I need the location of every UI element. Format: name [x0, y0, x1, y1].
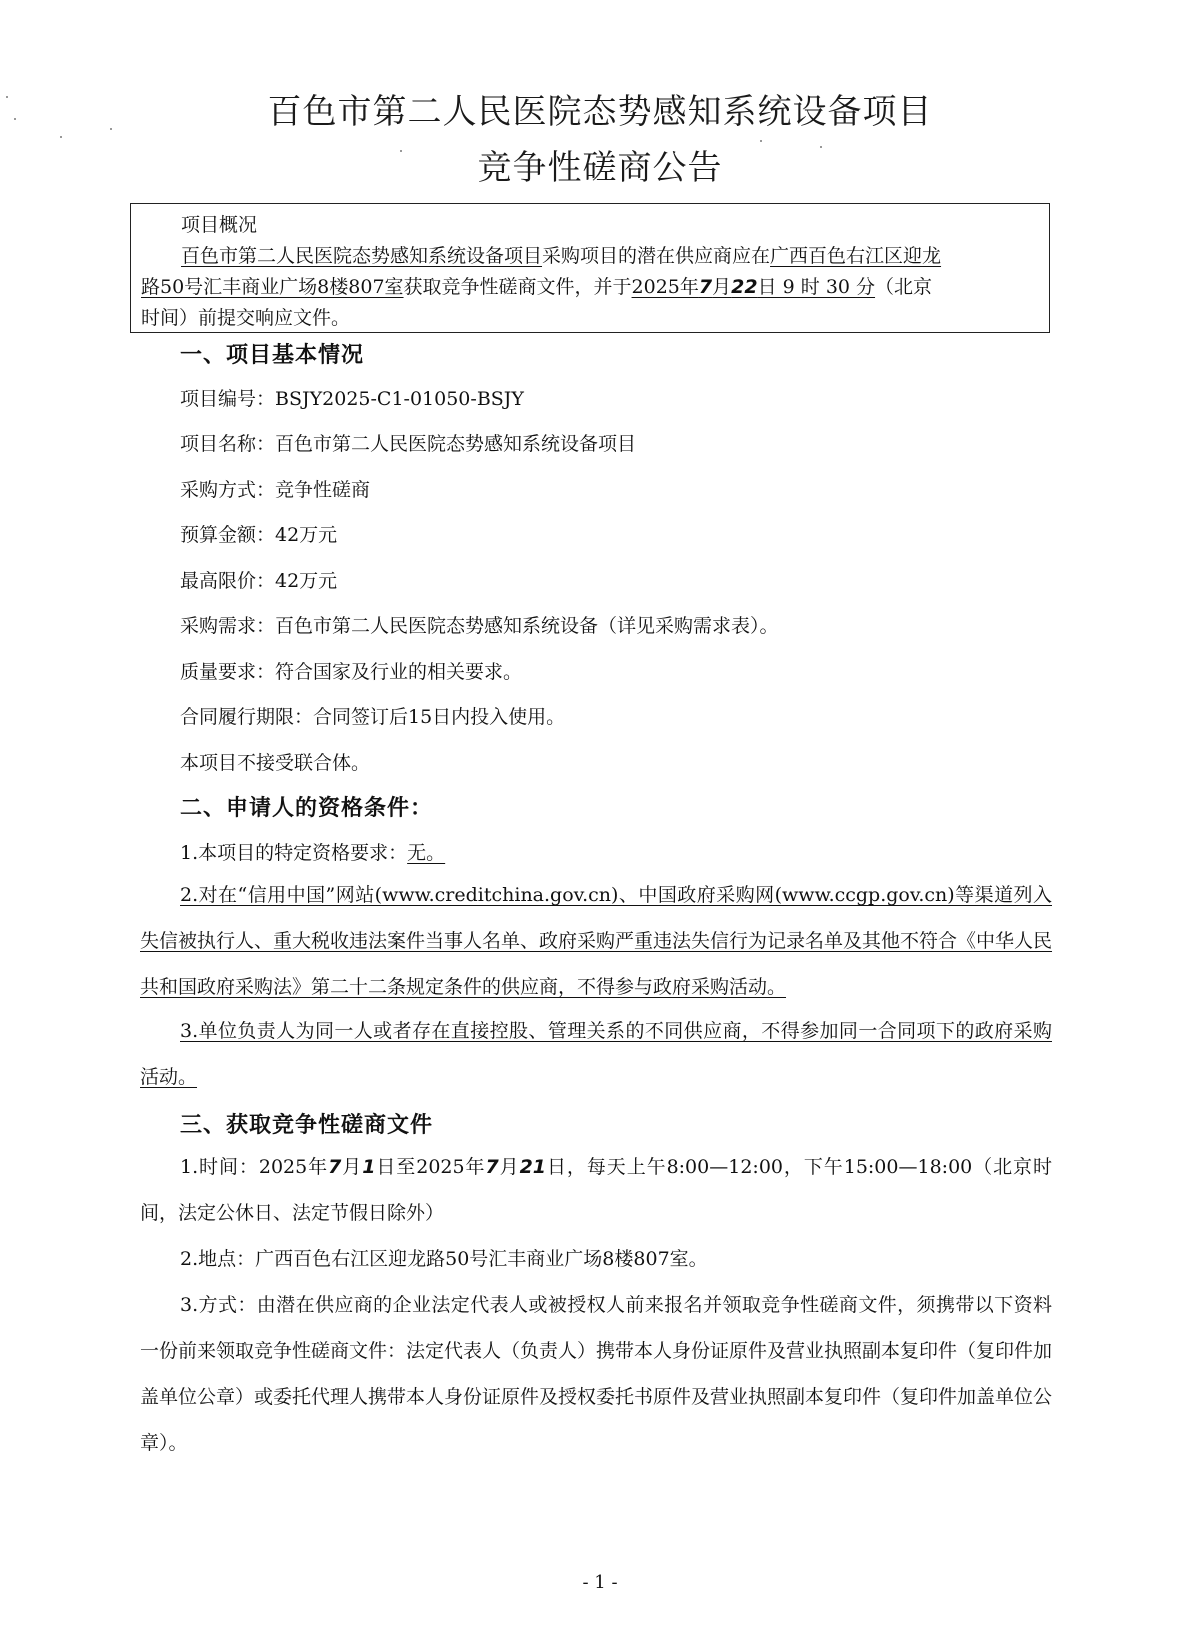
overview-text1: 采购项目的潜在供应商应在: [542, 245, 771, 267]
info-contract-term: 合同履行期限：合同签订后15日内投入使用。: [180, 706, 566, 728]
overview-address-a: 广西百色右江区迎龙: [770, 245, 942, 267]
info-project-number: 项目编号：BSJY2025-C1-01050-BSJY: [180, 388, 524, 410]
info-budget: 预算金额：42万元: [180, 524, 338, 546]
section3-heading: 三、获取竞争性磋商文件: [180, 1113, 434, 1138]
obtain-time: 1.时间：2025年7月1日至2025年7月21日，每天上午8:00—12:00，下午15:00—18:00（北京时间，法定公休日、法定节假日除外）: [140, 1156, 1052, 1224]
page-number: - 1 -: [582, 1572, 618, 1593]
overview-heading: 项目概况: [181, 214, 258, 236]
section1-heading: 一、项目基本情况: [180, 343, 365, 368]
info-no-consortium: 本项目不接受联合体。: [180, 752, 371, 774]
info-quality: 质量要求：符合国家及行业的相关要求。: [180, 661, 523, 683]
overview-text3: （北京: [875, 276, 933, 298]
overview-text: [141, 241, 1041, 334]
overview-project-name: 百色市第二人民医院态势感知系统设备项目: [181, 245, 543, 267]
info-requirements: 采购需求：百色市第二人民医院态势感知系统设备（详见采购需求表）。: [180, 615, 779, 637]
info-procurement-method: 采购方式：竞争性磋商: [180, 479, 371, 501]
document-title-line1: 百色市第二人民医院态势感知系统设备项目: [267, 92, 933, 132]
overview-deadline: 2025年7月22日 9 时 30 分: [631, 276, 876, 298]
qualification-item3: 3.单位负责人为同一人或者存在直接控股、管理关系的不同供应商，不得参加同一合同项下的政府采购活动。: [140, 1020, 1052, 1088]
info-max-price: 最高限价：42万元: [180, 570, 338, 592]
obtain-method: 3.方式：由潜在供应商的企业法定代表人或被授权人前来报名并领取竞争性磋商文件，须携带以下资料一份前来领取竞争性磋商文件：法定代表人（负责人）携带本人身份证原件及营业执照副本复印件（复印件加盖单位公章）或委托代理人携带本人身份证原件及授权委托书原件及营业执照副本复印件（复印件加盖单位公章）。: [140, 1294, 1053, 1454]
project-overview-box: [130, 203, 1050, 333]
qualification-item2: 2.对在“信用中国”网站(www.creditchina.gov.cn)、中国政府采购网(www.ccgp.gov.cn)等渠道列入失信被执行人、重大税收违法案件当事人名单、政府采购严重违法失信行为记录名单及其他不符合《中华人民共和国政府采购法》第二十二条规定条件的供应商，不得参与政府采购活动。: [140, 884, 1053, 998]
obtain-place: 2.地点：广西百色右江区迎龙路50号汇丰商业广场8楼807室。: [180, 1248, 708, 1270]
section2-heading: 二、申请人的资格条件：: [180, 796, 434, 821]
info-project-name: 项目名称：百色市第二人民医院态势感知系统设备项目: [180, 433, 637, 455]
overview-text4: 时间）前提交响应文件。: [141, 307, 351, 329]
overview-text2: 获取竞争性磋商文件，并于: [403, 276, 632, 298]
qualification-item1: 1.本项目的特定资格要求：无。: [180, 842, 446, 864]
overview-address-b: 路50号汇丰商业广场8楼807室: [141, 276, 404, 298]
document-title-line2: 竞争性磋商公告: [477, 148, 723, 188]
